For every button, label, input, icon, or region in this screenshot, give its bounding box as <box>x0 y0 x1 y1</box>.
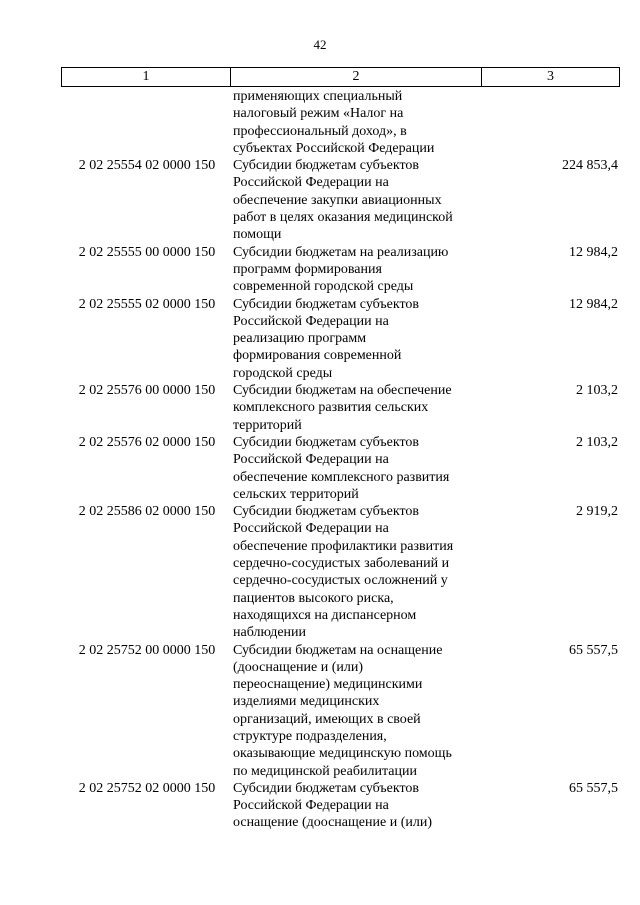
amount-value: 2 103,2 <box>576 383 618 399</box>
amount-value: 2 919,2 <box>576 504 618 520</box>
description-line: Российской Федерации на <box>233 175 389 191</box>
description-line: реализацию программ <box>233 331 367 347</box>
description-line: оказывающие медицинскую помощь <box>233 746 452 762</box>
table-row <box>61 642 618 780</box>
amount-value: 224 853,4 <box>562 158 618 174</box>
table-header <box>61 67 620 87</box>
description-line: работ в целях оказания медицинской <box>233 210 453 226</box>
income-description <box>233 382 483 434</box>
description-line: по медицинской реабилитации <box>233 763 417 779</box>
table-row <box>61 382 618 434</box>
description-line: комплексного развития сельских <box>233 400 429 416</box>
description-line: изделиями медицинских <box>233 694 380 710</box>
budget-code: 2 02 25555 02 0000 150 <box>78 296 216 312</box>
table-row <box>61 503 618 641</box>
description-line: Субсидии бюджетам субъектов <box>233 780 420 796</box>
income-description <box>233 642 483 780</box>
table-row <box>61 780 618 832</box>
income-description <box>233 157 483 243</box>
description-line: Субсидии бюджетам на обеспечение <box>233 383 452 399</box>
amount-value: 2 103,2 <box>576 434 618 450</box>
description-line: помощи <box>233 227 282 243</box>
description-line: сельских территорий <box>233 486 359 502</box>
budget-code: 2 02 25554 02 0000 150 <box>78 158 216 174</box>
amount-value: 12 984,2 <box>569 244 618 260</box>
table-row <box>61 244 618 296</box>
description-line: формирования современной <box>233 348 402 364</box>
table-body <box>61 88 618 832</box>
amount-value: 12 984,2 <box>569 296 618 312</box>
description-line: сердечно-сосудистых осложнений у <box>233 573 448 589</box>
description-line: Субсидии бюджетам на оснащение <box>233 642 443 658</box>
description-line: Российской Федерации на <box>233 798 389 814</box>
amount-value: 65 557,5 <box>569 780 618 796</box>
budget-code: 2 02 25555 00 0000 150 <box>78 244 216 260</box>
description-line: налоговый режим «Налог на <box>233 106 404 122</box>
income-description <box>233 244 483 296</box>
description-line: организаций, имеющих в своей <box>233 711 421 727</box>
description-line: профессиональный доход», в <box>233 123 407 139</box>
description-line: переоснащение) медицинскими <box>233 677 423 693</box>
description-line: (дооснащение и (или) <box>233 659 364 675</box>
table-row <box>61 296 618 382</box>
description-line: находящихся на диспансерном <box>233 607 417 623</box>
description-line: программ формирования <box>233 261 382 277</box>
description-line: Субсидии бюджетам субъектов <box>233 434 420 450</box>
budget-code: 2 02 25576 00 0000 150 <box>78 383 216 399</box>
page-number: 42 <box>313 37 327 52</box>
description-line: обеспечение профилактики развития <box>233 538 454 554</box>
table-row <box>61 434 618 503</box>
description-line: Субсидии бюджетам субъектов <box>233 158 420 174</box>
description-line: оснащение (дооснащение и (или) <box>233 815 432 831</box>
amount-value: 65 557,5 <box>569 642 618 658</box>
description-line: Российской Федерации на <box>233 313 389 329</box>
header-column-1: 1 <box>62 68 231 87</box>
income-description <box>233 88 483 157</box>
description-line: Российской Федерации на <box>233 452 389 468</box>
amount-value <box>483 88 618 157</box>
budget-code: 2 02 25576 02 0000 150 <box>78 434 216 450</box>
description-line: Российской Федерации на <box>233 521 389 537</box>
income-description <box>233 780 483 832</box>
description-line: сердечно-сосудистых заболеваний и <box>233 556 450 572</box>
header-column-2: 2 <box>231 68 482 87</box>
budget-code: 2 02 25752 00 0000 150 <box>78 642 216 658</box>
income-description <box>233 296 483 382</box>
description-line: территорий <box>233 417 302 433</box>
budget-code: 2 02 25586 02 0000 150 <box>78 504 216 520</box>
budget-code: 2 02 25752 02 0000 150 <box>78 780 216 796</box>
description-line: обеспечение закупки авиационных <box>233 192 442 208</box>
description-line: Субсидии бюджетам субъектов <box>233 296 420 312</box>
description-line: городской среды <box>233 365 333 381</box>
description-line: субъектах Российской Федерации <box>233 140 435 156</box>
income-description <box>233 434 483 503</box>
table-header-row <box>62 68 620 87</box>
table-row <box>61 88 618 157</box>
header-column-3: 3 <box>482 68 620 87</box>
description-line: применяющих специальный <box>233 89 403 104</box>
description-line: Субсидии бюджетам на реализацию <box>233 244 449 260</box>
description-line: Субсидии бюджетам субъектов <box>233 504 420 520</box>
description-line: структуре подразделения, <box>233 728 387 744</box>
budget-code <box>61 88 233 157</box>
income-description <box>233 503 483 641</box>
table-row <box>61 157 618 243</box>
description-line: обеспечение комплексного развития <box>233 469 450 485</box>
description-line: современной городской среды <box>233 279 414 295</box>
description-line: наблюдении <box>233 625 307 641</box>
description-line: пациентов высокого риска, <box>233 590 394 606</box>
